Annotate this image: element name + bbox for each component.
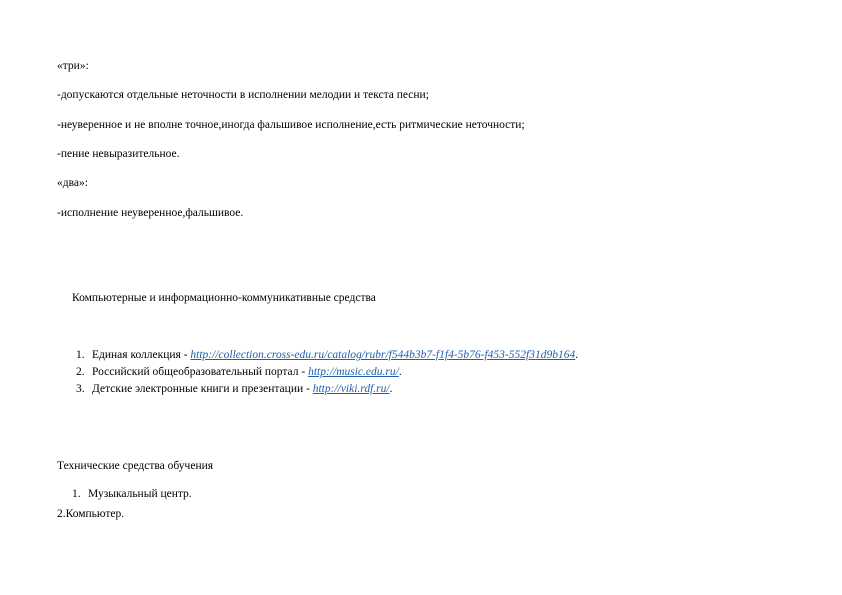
list-number: 1. xyxy=(72,488,81,500)
grade-three-item-2: -неуверенное и не вполне точное,иногда фальшивое исполнение,есть ритмические неточности; xyxy=(57,119,525,131)
list-item-suffix: . xyxy=(398,366,402,378)
tech-heading: Технические средства обучения xyxy=(57,460,214,472)
list-number: 2. xyxy=(76,366,85,378)
list-item-suffix: . xyxy=(389,383,393,395)
list-item-label: Российский общеобразовательный портал - xyxy=(92,366,309,378)
grade-three-item-3: -пение невыразительное. xyxy=(57,148,180,160)
ict-list-item xyxy=(76,382,392,396)
list-item-label: Детские электронные книги и презентации - xyxy=(92,383,313,395)
list-item-suffix: . xyxy=(575,349,579,361)
tech-list-item xyxy=(72,487,192,501)
viki-link[interactable]: http://viki.rdf.ru/ xyxy=(312,383,390,395)
grade-three-heading: «три»: xyxy=(57,60,89,72)
ict-list-item xyxy=(76,348,578,362)
ict-heading: Компьютерные и информационно-коммуникативные средства xyxy=(72,292,376,304)
collection-link[interactable]: http://collection.cross-edu.ru/catalog/rubr/f544b3b7-f1f4-5b76-f453-552f31d9b164 xyxy=(190,349,576,361)
grade-two-item-1: -исполнение неуверенное,фальшивое. xyxy=(57,207,244,219)
grade-two-heading: «два»: xyxy=(57,177,88,189)
tech-list-item-2: 2.Компьютер. xyxy=(57,508,125,520)
ict-list-item xyxy=(76,365,402,379)
music-portal-link[interactable]: http://music.edu.ru/ xyxy=(308,366,399,378)
list-number: 1. xyxy=(76,349,85,361)
grade-three-item-1: -допускаются отдельные неточности в исполнении мелодии и текста песни; xyxy=(57,89,429,101)
list-number: 3. xyxy=(76,383,85,395)
list-item-label: Единая коллекция - xyxy=(92,349,191,361)
list-item-label: Музыкальный центр. xyxy=(88,488,192,500)
